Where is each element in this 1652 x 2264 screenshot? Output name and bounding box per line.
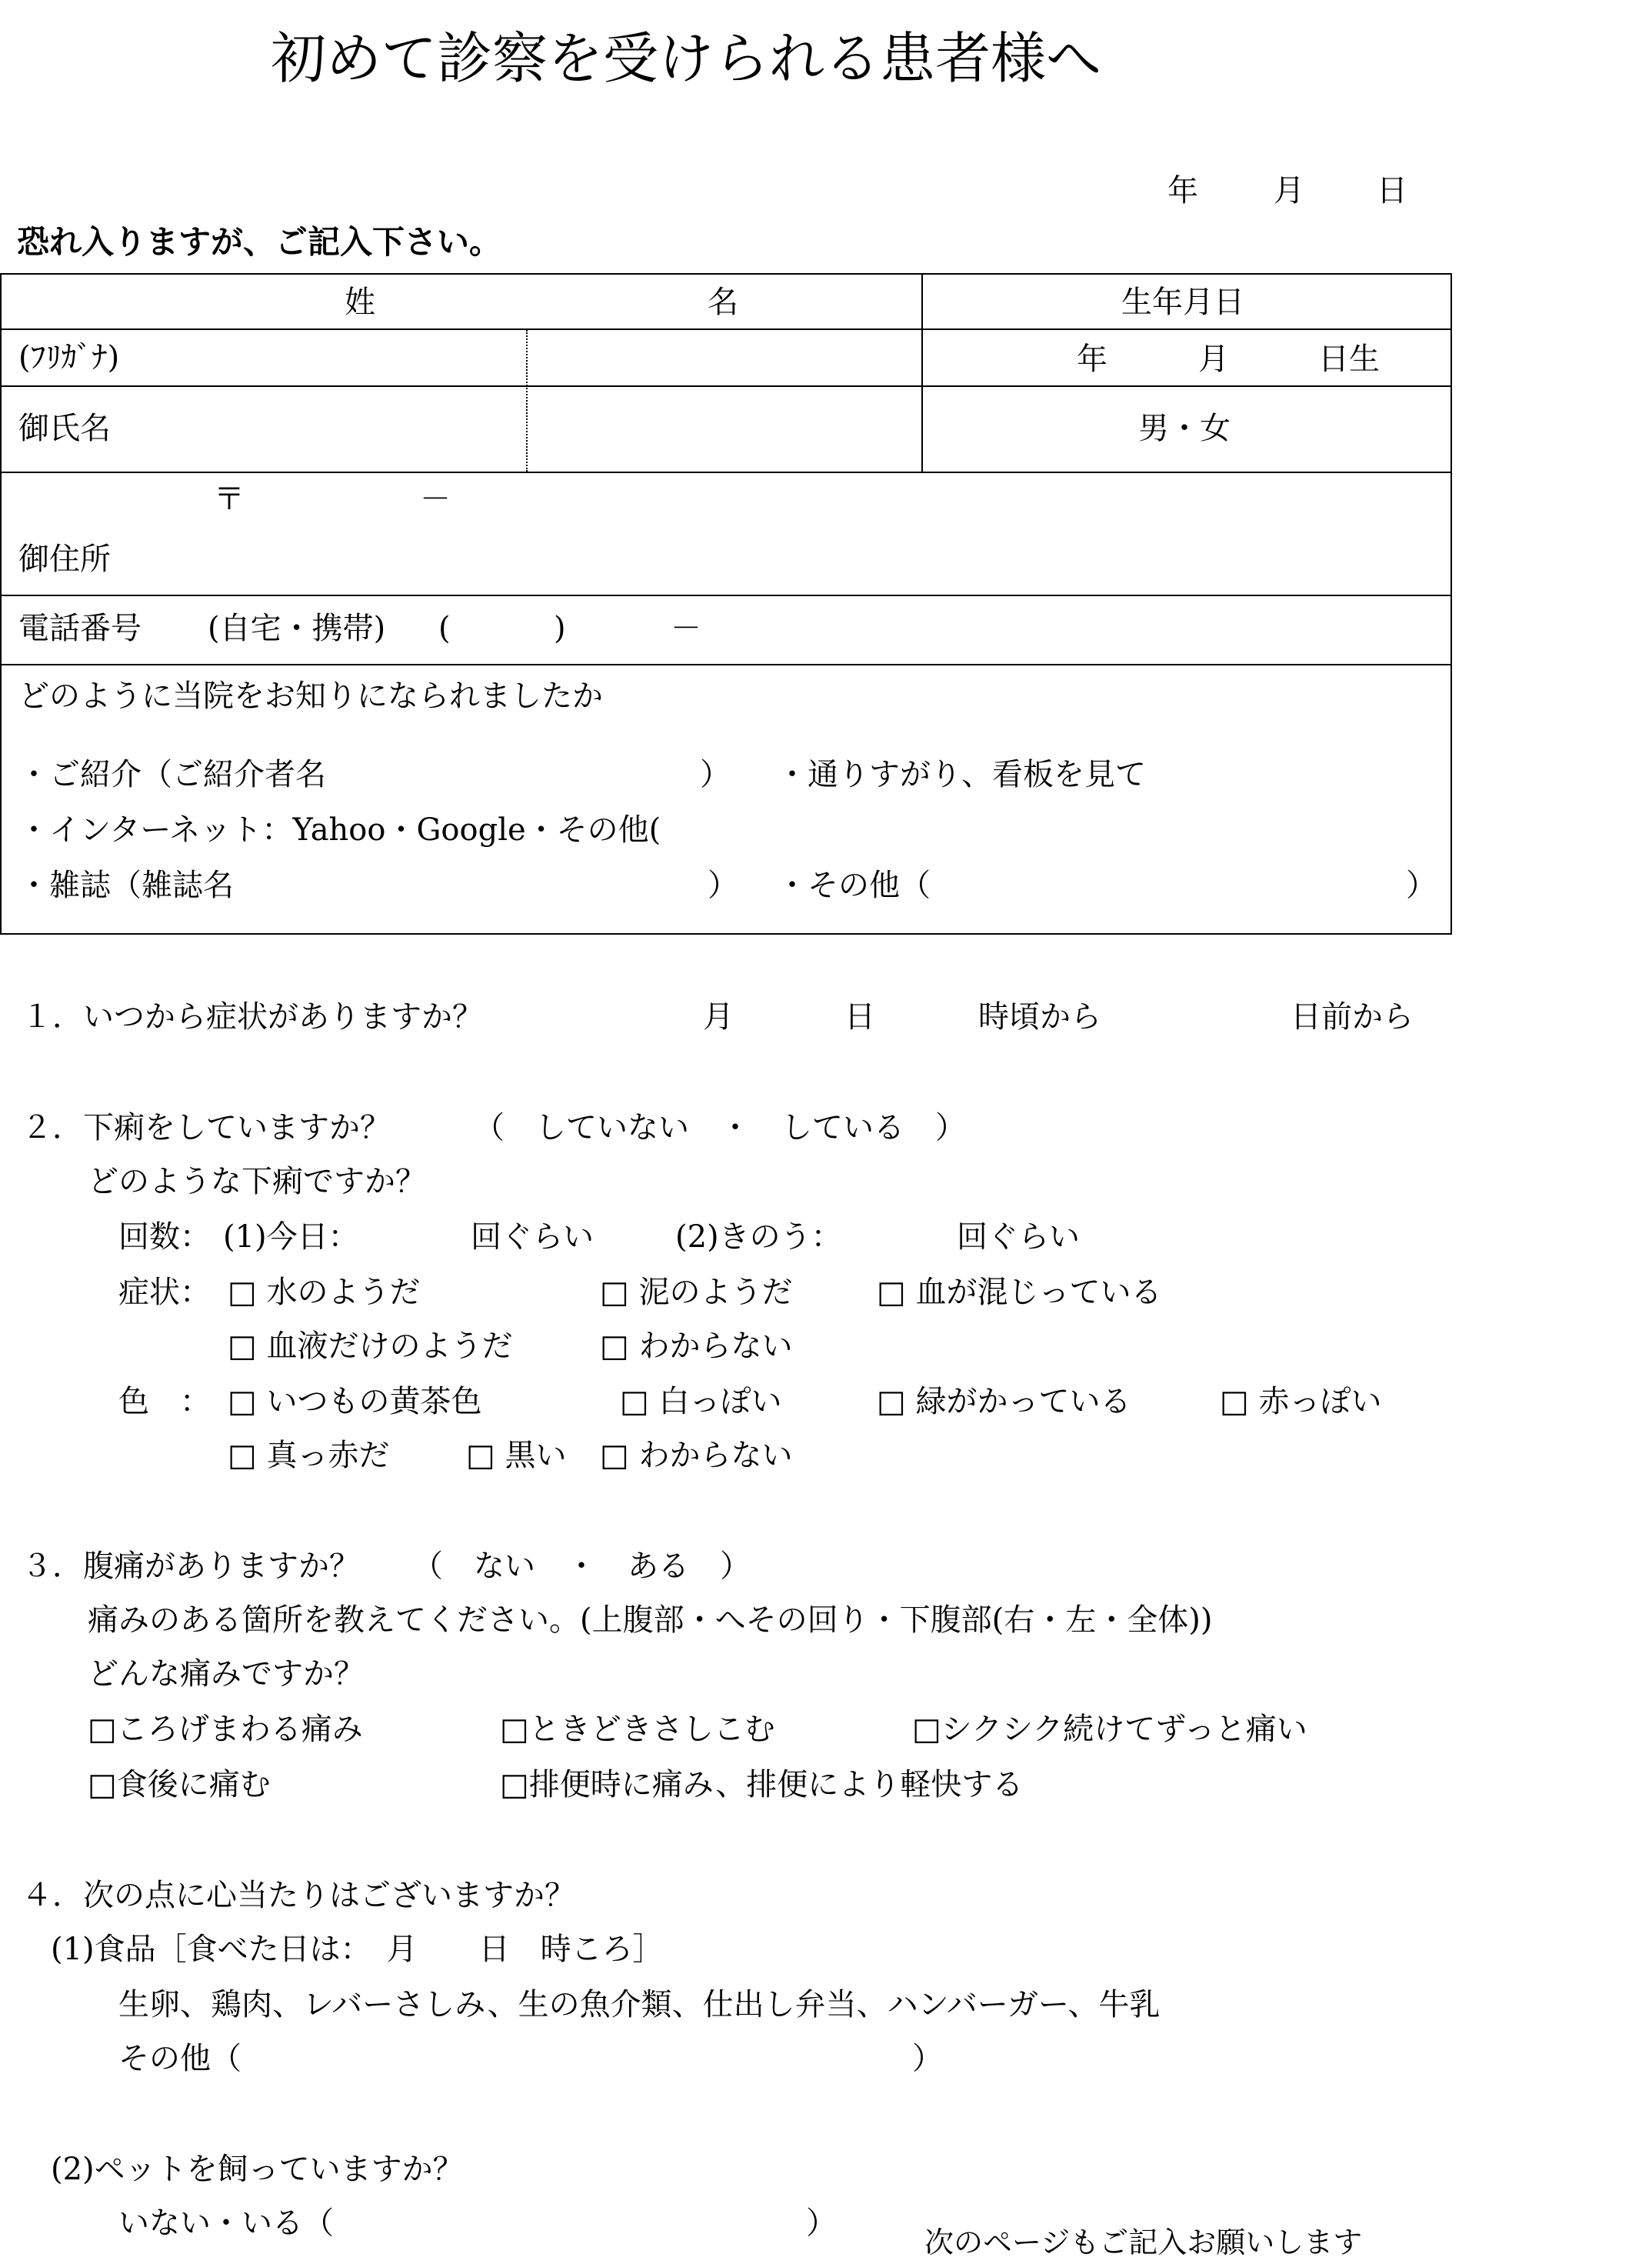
q3-choices[interactable]: （ ない ・ ある ） (412, 1549, 751, 1584)
q2-choices[interactable]: （ していない ・ している ） (474, 1110, 966, 1145)
header-birthdate: 生年月日 (1121, 285, 1244, 320)
q2-symptom-option[interactable]: □ わからない (600, 1329, 793, 1364)
date-day-label: 日 (1377, 173, 1407, 208)
q3-location: 痛みのある箇所を教えてください。(上腹部・へその回り・下腹部(右・左・全体)) (88, 1602, 1213, 1638)
phone-type: (自宅・携帯) (208, 611, 386, 646)
table-rule (2, 385, 1450, 387)
table-rule (2, 328, 1450, 330)
q4-text: ４．次の点に心当たりはございますか？ (22, 1878, 575, 1913)
table-rule (2, 595, 1450, 596)
q4-food-other: その他（ (118, 2041, 241, 2076)
page-title: 初めて診察を受けられる患者様へ (271, 26, 1102, 91)
instruction-text: 恐れ入りますが、ご記入下さい。 (17, 223, 502, 261)
q2-color-option[interactable]: □ 赤っぽい (1220, 1384, 1382, 1419)
q2-color-option[interactable]: □ 真っ赤だ (228, 1438, 390, 1473)
q4-food-list: 生卵、鶏肉、レバーさしみ、生の魚介類、仕出し弁当、ハンバーガー、牛乳 (118, 1987, 1161, 2022)
q2-yesterday: (2)きのう： (675, 1219, 842, 1255)
q3-pain-option[interactable]: □ころげまわる痛み (88, 1712, 363, 1747)
q3-text: ３．腹痛がありますか？ (22, 1549, 360, 1584)
patient-info-table (0, 273, 1452, 935)
referral-question: どのように当院をお知りになられましたか (18, 679, 603, 714)
q1-day: 日 (844, 999, 875, 1035)
q4-food: (1)食品［食べた日は： 月 日 時ころ］ (51, 1932, 664, 1967)
given-name-field[interactable] (540, 388, 917, 468)
q1-time: 時頃から (978, 999, 1101, 1035)
table-rule (2, 664, 1450, 665)
q2-symptom-option[interactable]: □ 泥のようだ (600, 1275, 793, 1310)
phone-dash: － (671, 611, 701, 646)
q4-pet: (2)ペットを飼っていますか？ (51, 2152, 464, 2187)
phone-label: 電話番号 (18, 611, 142, 646)
birth-month-label: 月 (1198, 342, 1229, 377)
referral-other[interactable]: ・その他（ (777, 868, 931, 903)
q2-symptom-option[interactable]: □ 血液だけのようだ (228, 1329, 513, 1364)
q3-pain-option[interactable]: □食後に痛む (88, 1767, 271, 1802)
gender-choice[interactable]: 男・女 (1138, 411, 1231, 446)
q2-color-option[interactable]: □ わからない (600, 1438, 793, 1473)
referral-magazine[interactable]: ・雑誌（雑誌名 (18, 868, 234, 903)
q2-symptom-option[interactable]: □ 水のようだ (228, 1275, 421, 1310)
table-rule (2, 472, 1450, 473)
date-year-label: 年 (1167, 173, 1198, 208)
referral-magazine-close: ） (708, 868, 738, 903)
q4-food-other-close: ） (912, 2041, 943, 2076)
q4-pet-choices[interactable]: いない・いる（ (118, 2206, 334, 2241)
referral-introduction-close: ） (700, 757, 731, 792)
q2-sub: どのような下痢ですか？ (88, 1164, 426, 1199)
phone-paren-open: ( (438, 611, 451, 646)
q2-color-option[interactable]: □ 緑がかっている (877, 1384, 1131, 1419)
table-rule-dotted (526, 330, 528, 472)
q2-symptom-label: 症状： (118, 1275, 211, 1310)
q2-symptom-option[interactable]: □ 血が混じっている (877, 1275, 1162, 1310)
q1-text: １．いつから症状がありますか？ (22, 999, 483, 1035)
q2-yesterday-unit: 回ぐらい (957, 1219, 1080, 1255)
header-surname: 姓 (345, 285, 375, 320)
phone-paren-close: ) (554, 611, 566, 646)
q2-color-label: 色 ： (118, 1384, 211, 1419)
furigana-label: (ﾌﾘｶﾞﾅ) (18, 340, 120, 375)
header-given-name: 名 (708, 285, 738, 320)
q2-today: (1)今日： (223, 1219, 359, 1255)
q4-pet-close: ） (806, 2206, 837, 2241)
q1-days-ago: 日前から (1291, 999, 1414, 1035)
q2-today-unit: 回ぐらい (471, 1219, 594, 1255)
table-rule (921, 275, 923, 472)
footer-note: 次のページもご記入お願いします (924, 2226, 1363, 2259)
q3-pain-option[interactable]: □ときどきさしこむ (500, 1712, 775, 1747)
referral-introduction: ・ご紹介（ご紹介者名 (18, 757, 326, 792)
birth-year-label: 年 (1077, 342, 1107, 377)
q2-color-option[interactable]: □ いつもの黄茶色 (228, 1384, 482, 1419)
referral-passing[interactable]: ・通りすがり、看板を見て (777, 757, 1146, 792)
q2-color-option[interactable]: □ 黒い (466, 1438, 567, 1473)
date-month-label: 月 (1274, 173, 1304, 208)
q3-kind: どんな痛みですか？ (88, 1656, 365, 1692)
address-label: 御住所 (18, 542, 111, 577)
q1-month: 月 (703, 999, 734, 1035)
q2-text: ２．下痢をしていますか？ (22, 1110, 391, 1145)
name-label: 御氏名 (18, 411, 111, 446)
referral-internet[interactable]: ・インターネット：Yahoo・Google・その他( (18, 812, 661, 848)
q2-count-label: 回数： (118, 1219, 211, 1255)
q2-color-option[interactable]: □ 白っぽい (620, 1384, 782, 1419)
postal-mark: 〒 (214, 482, 245, 517)
referral-other-close: ） (1406, 868, 1437, 903)
birth-day-label: 日生 (1318, 342, 1380, 377)
q3-pain-option[interactable]: □排便時に痛み、排便により軽快する (500, 1767, 1024, 1802)
postal-dash: － (420, 482, 451, 517)
furigana-given-field[interactable] (540, 332, 917, 382)
q3-pain-option[interactable]: □シクシク続けてずっと痛い (912, 1712, 1307, 1747)
